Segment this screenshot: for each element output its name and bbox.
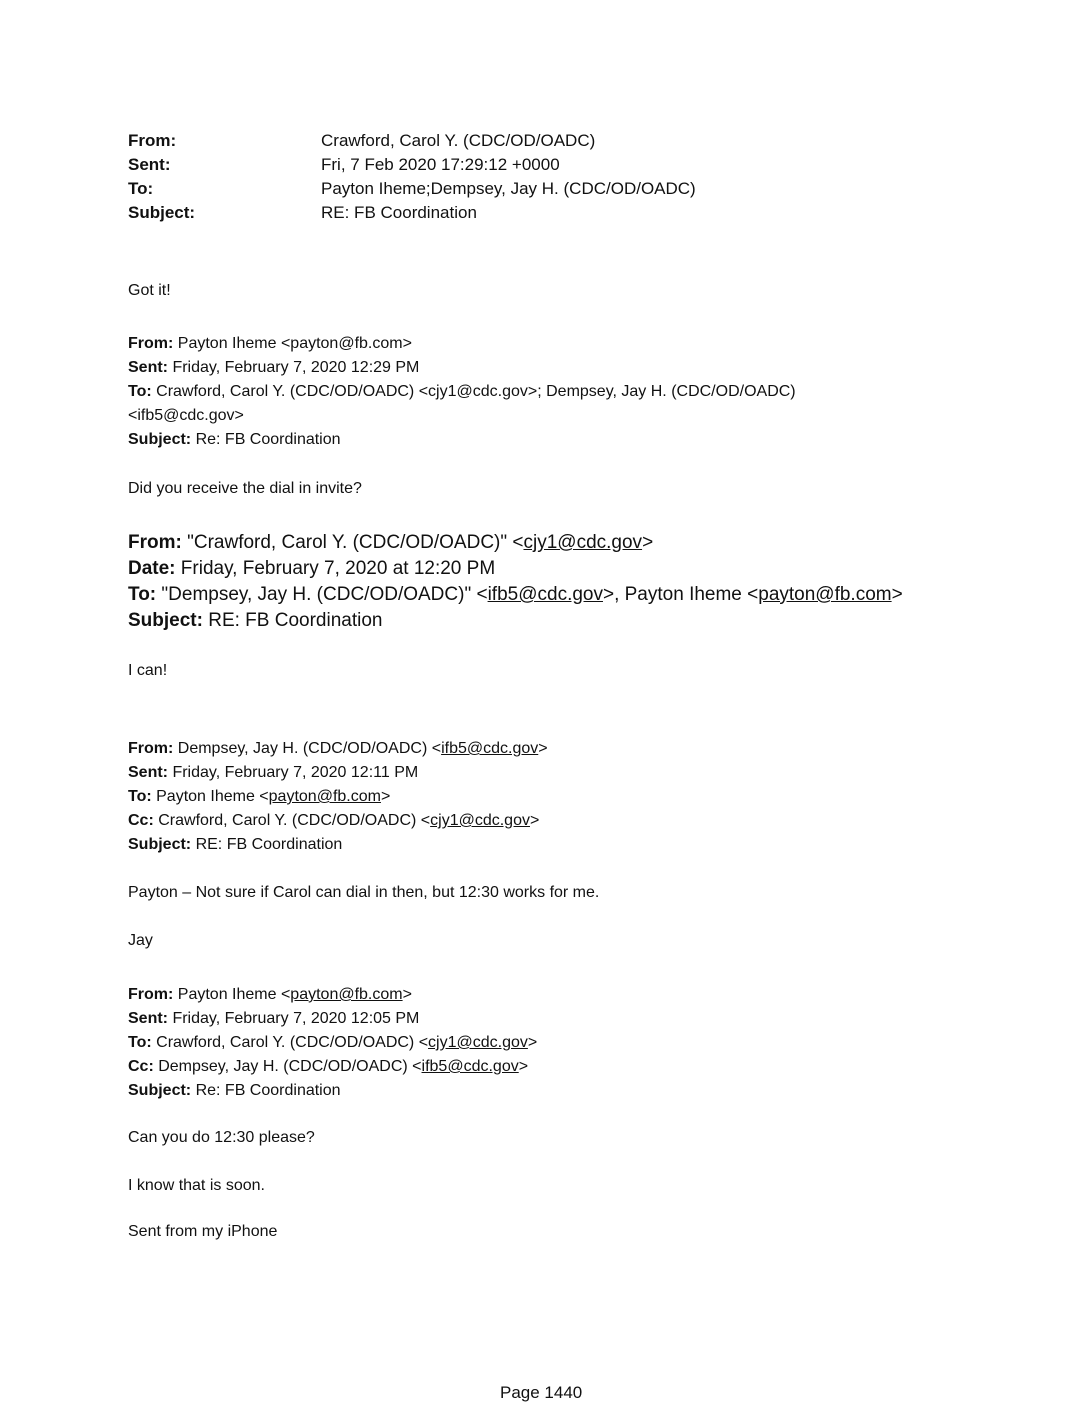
msg2-from-label: From: [128,335,174,352]
msg5-cc-label: Cc: [128,1058,154,1075]
msg3-from-close: > [642,532,654,553]
msg2-sent-value: Friday, February 7, 2020 12:29 PM [168,359,420,376]
msg4-from-email-link[interactable]: ifb5@cdc.gov [441,740,539,757]
msg5-subject-label: Subject: [128,1082,192,1099]
msg5-from-label: From: [128,986,174,1003]
msg5-from-text: Payton Iheme < [173,986,291,1003]
msg4-body-1: Payton – Not sure if Carol can dial in then, but 12:30 works for me. [128,884,600,901]
msg3-to-mid: >, Payton Iheme < [602,584,759,605]
msg5-to-label: To: [128,1034,152,1051]
msg4-from-text: Dempsey, Jay H. (CDC/OD/OADC) < [173,740,442,757]
msg5-to-email-link[interactable]: cjy1@cdc.gov [428,1034,528,1051]
msg4-cc-label: Cc: [128,812,154,829]
sent-label: Sent: [128,155,171,174]
from-value: Crawford, Carol Y. (CDC/OD/OADC) [321,131,596,150]
msg3-from-email-link[interactable]: cjy1@cdc.gov [523,532,643,553]
page-number: Page 1440 [500,1383,583,1402]
to-value: Payton Iheme;Dempsey, Jay H. (CDC/OD/OADC) [321,179,696,198]
msg5-subject-value: Re: FB Coordination [191,1082,341,1099]
msg5-body-1: Can you do 12:30 please? [128,1129,315,1146]
msg2-subject-label: Subject: [128,431,192,448]
msg2-from-value: Payton Iheme <payton@fb.com> [173,335,412,352]
msg2-subject-value: Re: FB Coordination [191,431,341,448]
msg4-to-label: To: [128,788,152,805]
subject-label: Subject: [128,203,196,222]
msg3-from-text: "Crawford, Carol Y. (CDC/OD/OADC)" < [181,532,524,553]
msg5-from-close: > [402,986,412,1003]
msg4-from-close: > [538,740,548,757]
msg3-date-label: Date: [128,558,176,579]
sent-value: Fri, 7 Feb 2020 17:29:12 +0000 [321,155,560,174]
msg3-from-label: From: [128,532,182,553]
msg4-to-text: Payton Iheme < [151,788,269,805]
msg5-cc-text: Dempsey, Jay H. (CDC/OD/OADC) < [153,1058,422,1075]
msg2-body: Did you receive the dial in invite? [128,480,362,497]
msg3-date-value: Friday, February 7, 2020 at 12:20 PM [175,558,496,579]
msg2-sent-label: Sent: [128,359,168,376]
msg5-to-text: Crawford, Carol Y. (CDC/OD/OADC) < [151,1034,429,1051]
msg2-to-value: Crawford, Carol Y. (CDC/OD/OADC) <cjy1@cdc.gov>; Dempsey, Jay H. (CDC/OD/OADC) [151,383,796,400]
msg4-sent-value: Friday, February 7, 2020 12:11 PM [168,764,419,781]
msg5-body-2: I know that is soon. [128,1177,265,1194]
msg3-to-text: "Dempsey, Jay H. (CDC/OD/OADC)" < [156,584,488,605]
msg4-sent-label: Sent: [128,764,168,781]
msg4-to-email-link[interactable]: payton@fb.com [268,788,381,805]
msg5-to-close: > [527,1034,538,1051]
msg3-to-email-link-1[interactable]: ifb5@cdc.gov [487,584,603,605]
msg4-cc-email-link[interactable]: cjy1@cdc.gov [430,812,530,829]
msg4-body-2: Jay [128,932,153,949]
msg5-sent-value: Friday, February 7, 2020 12:05 PM [168,1010,420,1027]
msg5-from-email-link[interactable]: payton@fb.com [290,986,403,1003]
msg4-to-close: > [380,788,391,805]
msg3-to-label: To: [128,584,157,605]
msg5-cc-email-link[interactable]: ifb5@cdc.gov [421,1058,519,1075]
msg2-to-label: To: [128,383,152,400]
msg3-subject-label: Subject: [128,610,203,631]
subject-value: RE: FB Coordination [321,203,477,222]
msg4-subject-label: Subject: [128,836,192,853]
to-label: To: [128,179,154,198]
msg3-to-email-link-2[interactable]: payton@fb.com [758,584,892,605]
reply-body: Got it! [128,282,171,299]
msg4-cc-close: > [529,812,540,829]
msg5-body-3: Sent from my iPhone [128,1223,278,1240]
msg5-sent-label: Sent: [128,1010,168,1027]
msg5-cc-close: > [518,1058,529,1075]
msg3-body: I can! [128,662,168,679]
msg4-cc-text: Crawford, Carol Y. (CDC/OD/OADC) < [153,812,431,829]
msg3-subject-value: RE: FB Coordination [202,610,383,631]
from-label: From: [128,131,177,150]
msg2-to-cont: <ifb5@cdc.gov> [128,407,244,424]
msg4-from-label: From: [128,740,174,757]
msg4-subject-value: RE: FB Coordination [191,836,343,853]
msg3-to-close: > [891,584,903,605]
